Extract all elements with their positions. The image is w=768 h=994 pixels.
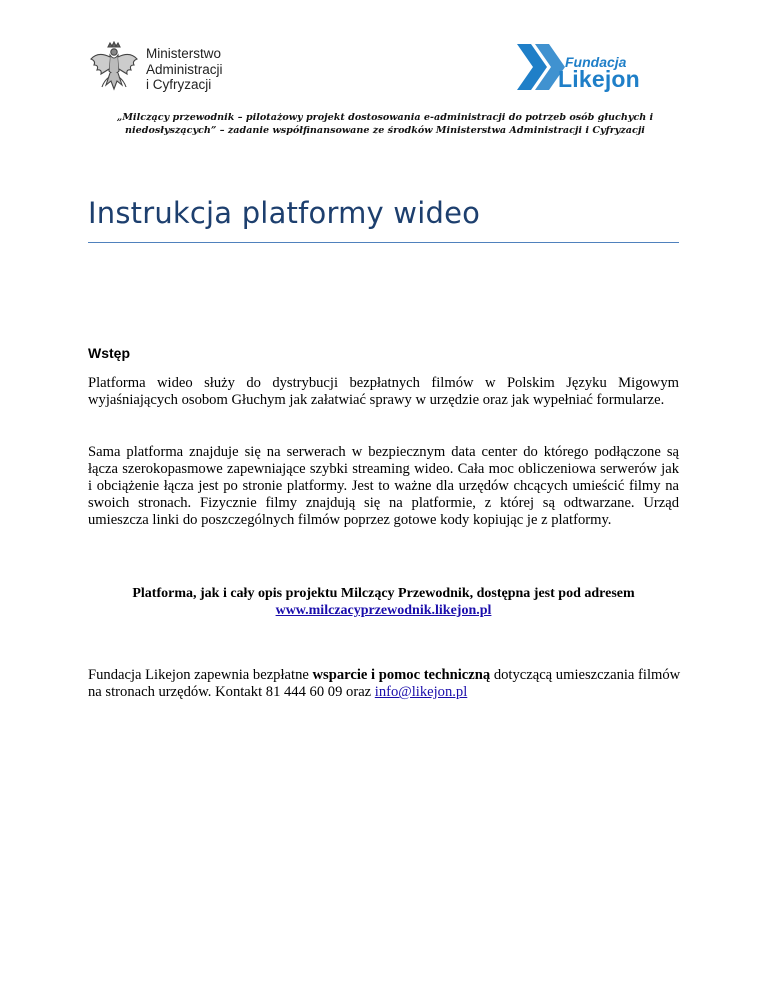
polish-eagle-icon: [88, 41, 140, 99]
ministry-logo: [88, 41, 248, 101]
email-link[interactable]: info@likejon.pl: [374, 684, 468, 700]
support-text-before: Fundacja Likejon zapewnia bezpłatne: [88, 667, 313, 683]
ministry-name-line: i Cyfryzacji: [146, 77, 212, 92]
support-text-after: dotyczącą umieszczania filmów na stronach urzędów. Kontakt 81 444 60 09 oraz: [88, 667, 681, 700]
support-paragraph: [88, 667, 688, 701]
project-note: „Milczący przewodnik – pilotażowy projekt dostosowania e-administracji do potrzeb osób głuchych i niedosłyszących” – zadanie współfinansowane ze środków Ministerstwa Administracji i Cyfryzacji: [116, 112, 654, 136]
foundation-logo: [517, 44, 677, 100]
ministry-name-line: Administracji: [146, 61, 223, 77]
document-title: Instrukcja platformy wideo: [88, 196, 481, 230]
availability-notice: [88, 585, 679, 619]
foundation-logo-word-likejon: Likejon: [558, 66, 640, 92]
platform-link[interactable]: www.milczacyprzewodnik.likejon.pl: [275, 603, 492, 618]
platform-paragraph: Sama platforma znajduje się na serwerach w bezpiecznym data center do którego podłączone są łącza szerokopasmowe zapewniające szybki streaming wideo. Cała moc obliczeniowa serwerów jak i obciążenie łącza jest po stronie platformy. Jest to ważne dla urzędów chcących umieścić filmy na swoich stronach. Fizycznie filmy znajdują się na platformie, z której są odtwarzane. Urząd umieszcza linki do poszczególnych filmów poprzez gotowe kody kopiując je z platformy.: [88, 444, 679, 528]
intro-paragraph: Platforma wideo służy do dystrybucji bezpłatnych filmów w Polskim Języku Migowym wyjaśniających osobom Głuchym jak załatwiać sprawy w urzędzie oraz jak wypełniać formularze.: [88, 375, 679, 408]
ministry-name-line: Ministerstwo: [146, 46, 222, 61]
title-rule: [88, 242, 679, 243]
ministry-name: [146, 46, 223, 93]
support-bold-text: wsparcie i pomoc techniczną: [312, 667, 491, 683]
section-heading: Wstęp: [88, 345, 130, 361]
availability-text: Platforma, jak i cały opis projektu Milczący Przewodnik, dostępna jest pod adresem: [132, 586, 635, 601]
foundation-logo-word-fundacja: Fundacja: [565, 54, 627, 70]
